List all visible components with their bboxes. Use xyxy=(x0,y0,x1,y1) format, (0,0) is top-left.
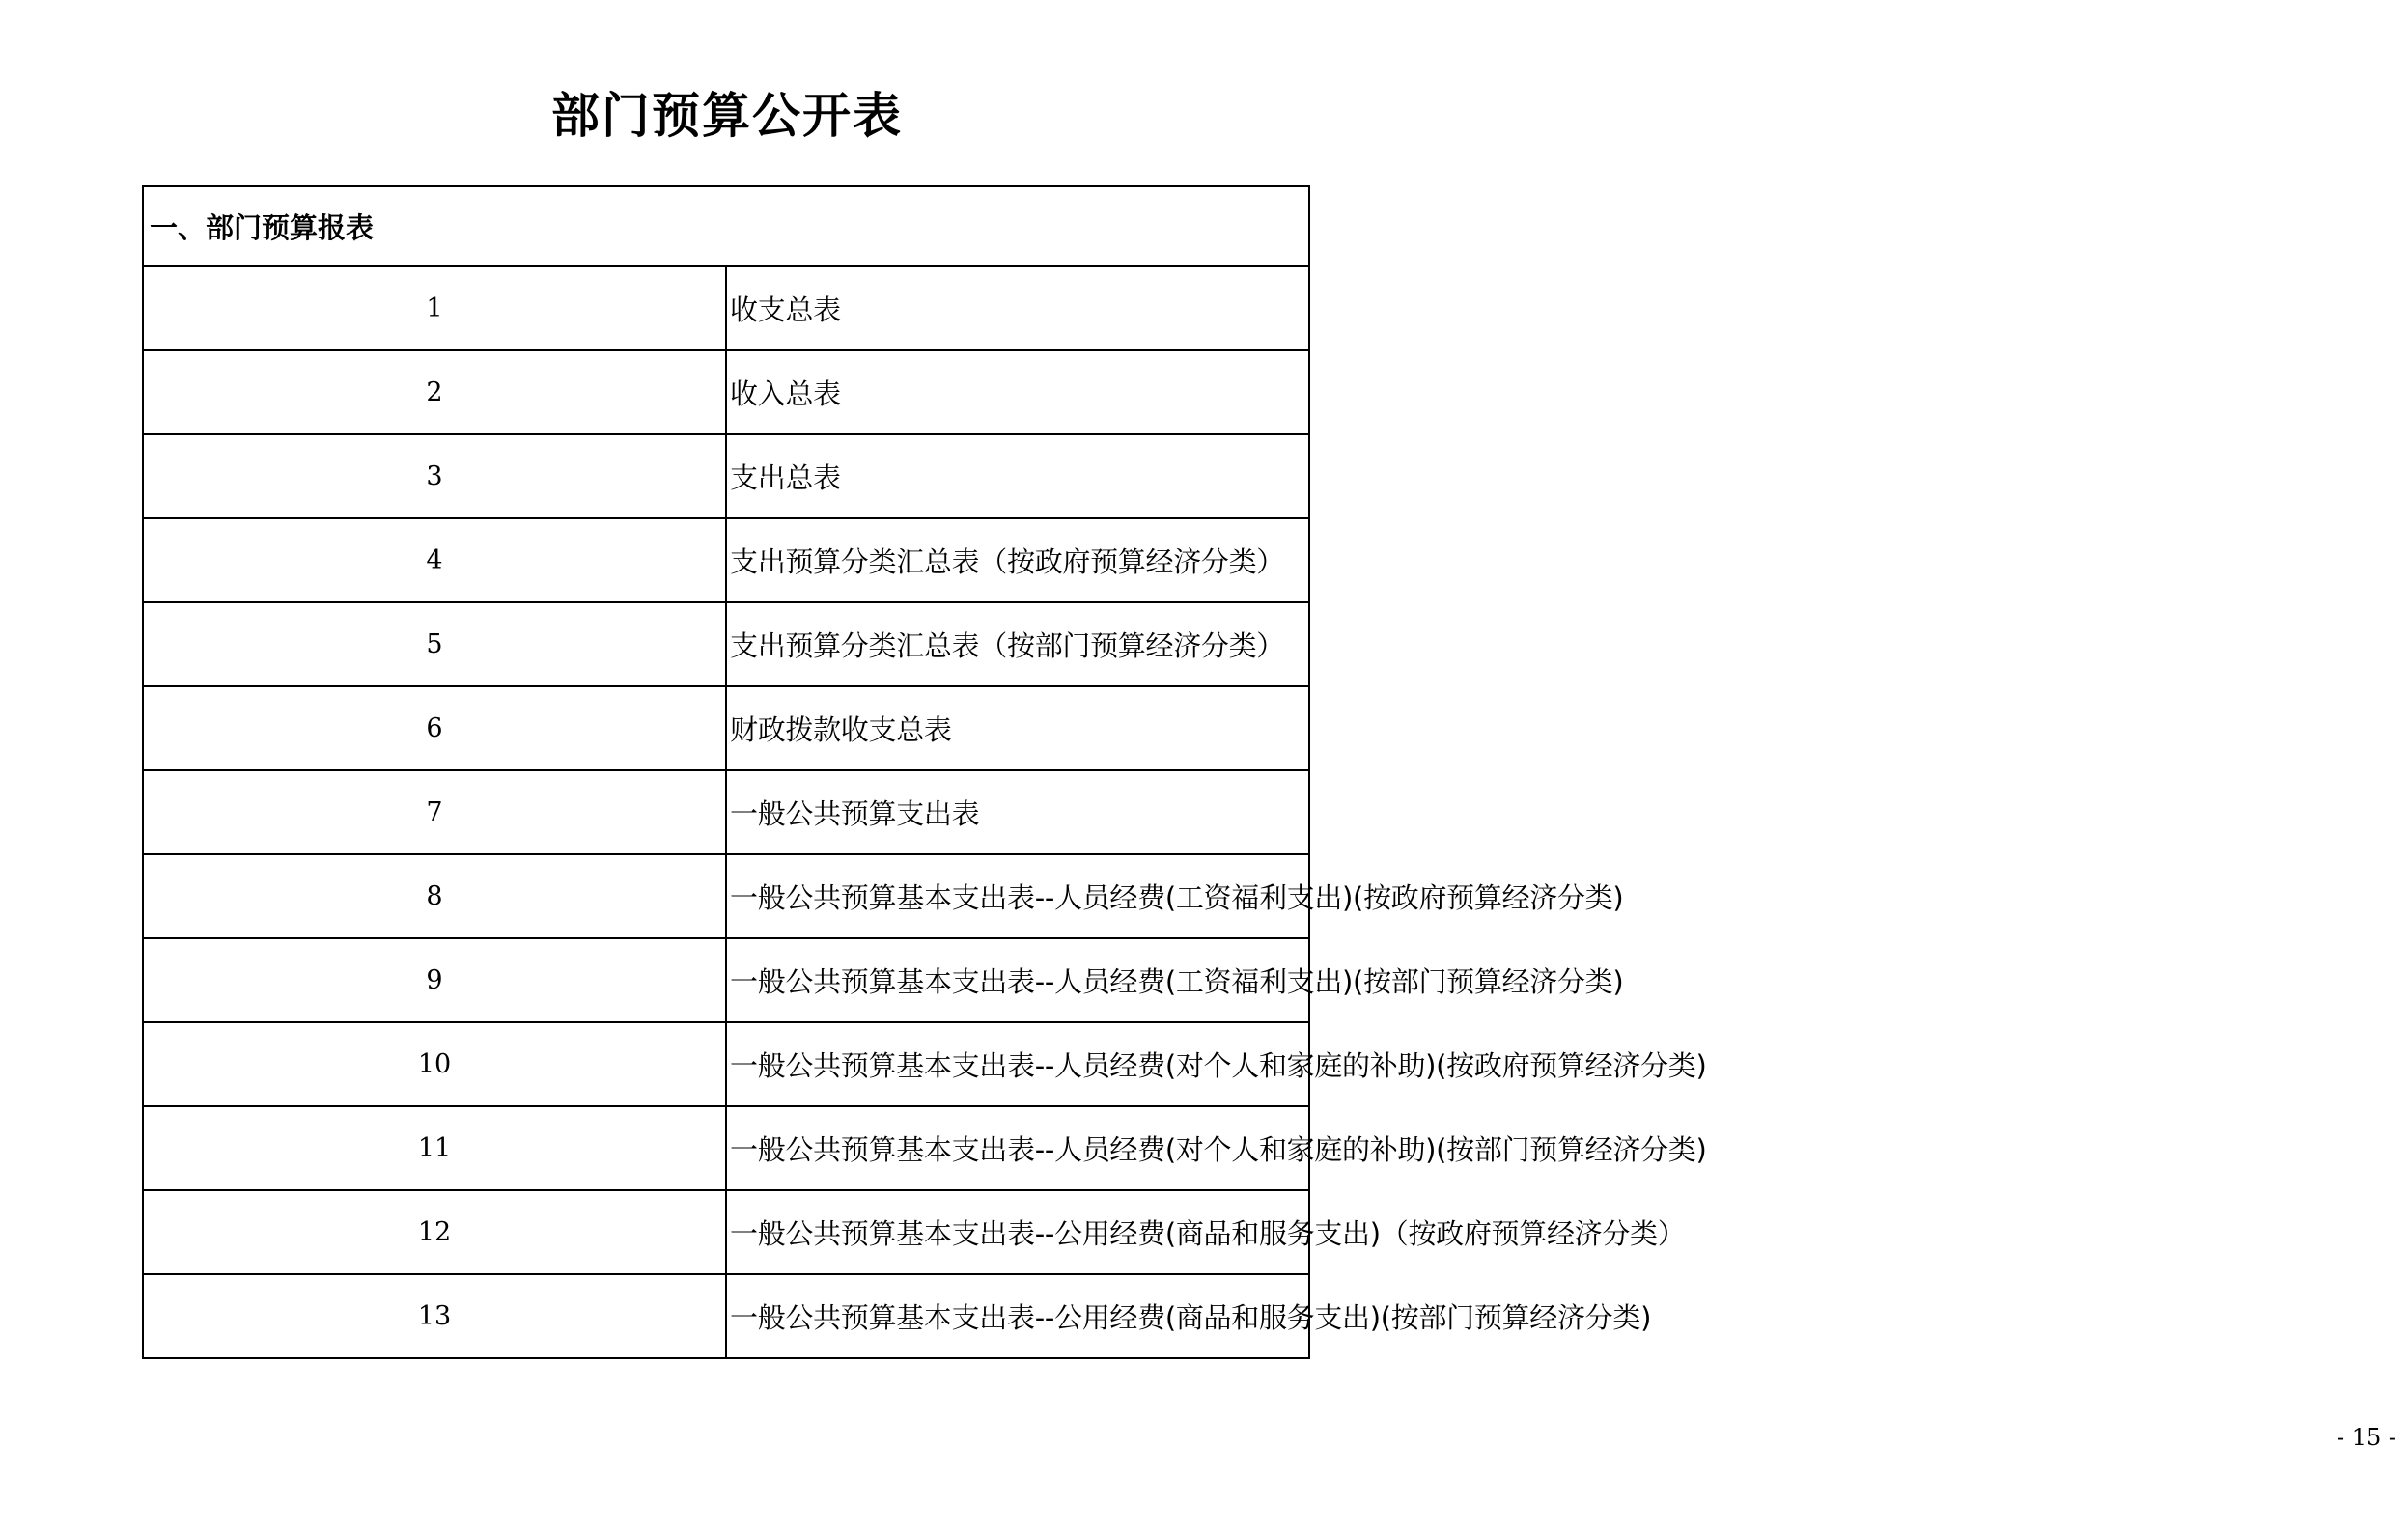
row-table-name: 财政拨款收支总表 xyxy=(726,686,1309,770)
row-number: 8 xyxy=(143,854,726,938)
row-table-name: 支出预算分类汇总表（按部门预算经济分类） xyxy=(726,602,1309,686)
page-title: 部门预算公开表 xyxy=(551,88,903,144)
row-table-name: 一般公共预算基本支出表--人员经费(工资福利支出)(按政府预算经济分类) xyxy=(726,854,1309,938)
table-row xyxy=(143,1190,1309,1274)
row-table-name: 收入总表 xyxy=(726,350,1309,434)
table-row xyxy=(143,770,1309,854)
row-number: 11 xyxy=(143,1106,726,1190)
section-header-row xyxy=(143,186,1309,266)
row-number: 2 xyxy=(143,350,726,434)
row-table-name: 一般公共预算基本支出表--公用经费(商品和服务支出)（按政府预算经济分类） xyxy=(726,1190,1309,1274)
row-table-name: 一般公共预算基本支出表--人员经费(对个人和家庭的补助)(按部门预算经济分类) xyxy=(726,1106,1309,1190)
row-table-name: 收支总表 xyxy=(726,266,1309,350)
row-number: 13 xyxy=(143,1274,726,1358)
row-number: 5 xyxy=(143,602,726,686)
table-row xyxy=(143,434,1309,518)
table-row xyxy=(143,686,1309,770)
page-number: - 15 - xyxy=(2336,1424,2396,1451)
budget-report-table xyxy=(142,185,1707,1359)
row-number: 4 xyxy=(143,518,726,602)
row-number: 10 xyxy=(143,1022,726,1106)
row-number: 6 xyxy=(143,686,726,770)
row-table-name: 一般公共预算基本支出表--人员经费(工资福利支出)(按部门预算经济分类) xyxy=(726,938,1309,1022)
row-number: 12 xyxy=(143,1190,726,1274)
row-table-name: 一般公共预算支出表 xyxy=(726,770,1309,854)
row-number: 3 xyxy=(143,434,726,518)
table-row xyxy=(143,1274,1309,1358)
table-row xyxy=(143,938,1309,1022)
row-table-name: 支出总表 xyxy=(726,434,1309,518)
table-row xyxy=(143,350,1309,434)
table-row xyxy=(143,1106,1309,1190)
row-number: 9 xyxy=(143,938,726,1022)
row-number: 1 xyxy=(143,266,726,350)
table-row xyxy=(143,518,1309,602)
table-row xyxy=(143,854,1309,938)
table-row xyxy=(143,266,1309,350)
row-table-name: 支出预算分类汇总表（按政府预算经济分类） xyxy=(726,518,1309,602)
table-row xyxy=(143,602,1309,686)
row-table-name: 一般公共预算基本支出表--人员经费(对个人和家庭的补助)(按政府预算经济分类) xyxy=(726,1022,1309,1106)
row-number: 7 xyxy=(143,770,726,854)
row-table-name: 一般公共预算基本支出表--公用经费(商品和服务支出)(按部门预算经济分类) xyxy=(726,1274,1309,1358)
section-heading: 一、部门预算报表 xyxy=(143,186,1309,266)
table-row xyxy=(143,1022,1309,1106)
